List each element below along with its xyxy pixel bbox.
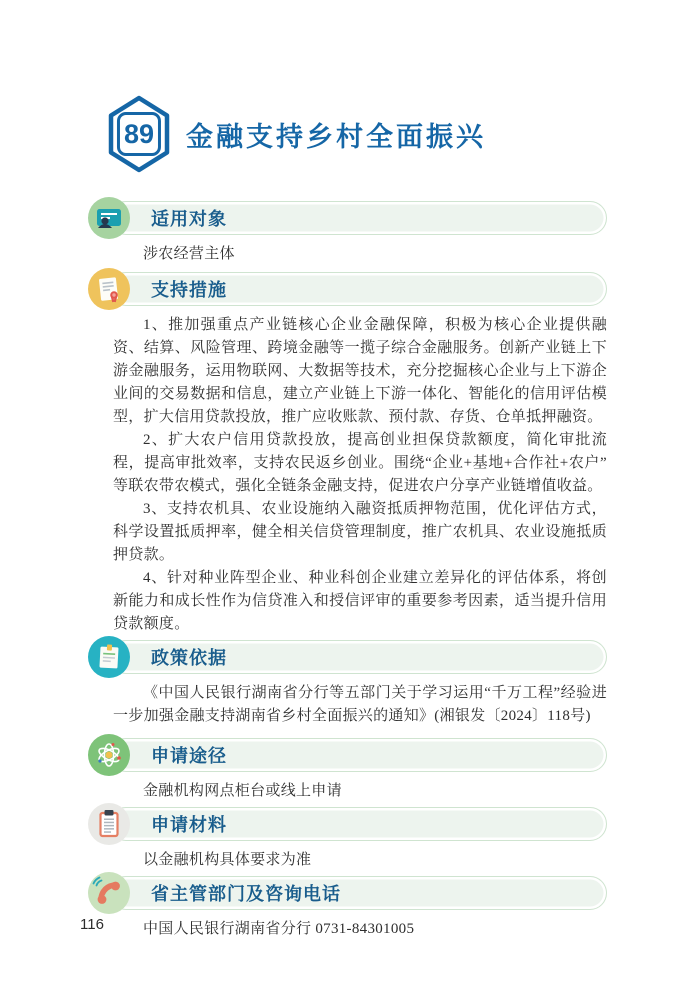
page-title: 金融支持乡村全面振兴 (186, 121, 486, 152)
section-policy-basis (88, 636, 607, 728)
measure-paragraph-4: 4、针对种业阵型企业、种业科创企业建立差异化的评估体系，将创新能力和成长性作为信贷准入和授信评审的重要参考因素，适当提升信用贷款额度。 (113, 570, 607, 632)
certificate-icon (88, 268, 130, 310)
section-title: 政策依据 (151, 648, 227, 668)
section-header (88, 268, 607, 310)
section-title-bar (109, 807, 607, 841)
section-text: 涉农经营主体 (143, 246, 235, 262)
measure-paragraph-2: 2、扩大农户信用贷款投放，提高创业担保贷款额度，简化审批流程，提高审批效率，支持农民返乡创业。围绕“企业+基地+合作社+农户”等联农带农模式，强化全链条金融支持，促进农户分享产业链增值收益。 (113, 432, 607, 494)
doc-header (106, 93, 607, 175)
section-body (113, 682, 607, 728)
item-number-badge (106, 95, 172, 173)
document-icon (88, 636, 130, 678)
id-card-icon (88, 197, 130, 239)
section-title-bar (109, 876, 607, 910)
section-department-phone (88, 872, 607, 941)
section-support-measures (88, 268, 607, 636)
section-header (88, 872, 607, 914)
section-title-bar (109, 738, 607, 772)
section-title-bar (109, 201, 607, 235)
section-title-bar (109, 272, 607, 306)
section-body (113, 243, 607, 266)
page-number: 116 (80, 916, 104, 933)
section-title: 申请材料 (151, 815, 227, 835)
section-header (88, 803, 607, 845)
section-header (88, 636, 607, 678)
section-text: 金融机构网点柜台或线上申请 (143, 783, 342, 799)
measure-paragraph-3: 3、支持农机具、农业设施纳入融资抵质押物范围，优化评估方式，科学设置抵质押率，健全相关信贷管理制度，推广农机具、农业设施抵质押贷款。 (113, 501, 607, 563)
clipboard-icon (88, 803, 130, 845)
section-body (113, 314, 607, 636)
section-header (88, 734, 607, 776)
section-header (88, 197, 607, 239)
measure-paragraph-1: 1、推加强重点产业链核心企业金融保障，积极为核心企业提供融资、结算、风险管理、跨境金融等一揽子综合金融服务。创新产业链上下游金融服务，运用物联网、大数据等技术，充分挖掘核心企业与上下游企业间的交易数据和信息，建立产业链上下游一体化、智能化的信用评估模型，扩大信用贷款投放，推广应收账款、预付款、存货、仓单抵押融资。 (113, 317, 607, 425)
section-title: 适用对象 (151, 209, 227, 229)
section-title: 省主管部门及咨询电话 (151, 884, 341, 904)
section-applicable-targets (88, 197, 607, 266)
policy-reference: 《中国人民银行湖南省分行等五部门关于学习运用“千万工程”经验进一步加强金融支持湖南省乡村全面振兴的通知》(湘银发〔2024〕118号) (113, 685, 607, 724)
section-body (113, 918, 607, 941)
section-application-channel (88, 734, 607, 803)
section-text: 以金融机构具体要求为准 (143, 852, 312, 868)
section-title: 支持措施 (151, 280, 227, 300)
section-application-materials (88, 803, 607, 872)
section-title-bar (109, 640, 607, 674)
department-phone-text: 中国人民银行湖南省分行 0731-84301005 (143, 921, 415, 937)
section-body (113, 849, 607, 872)
section-body (113, 780, 607, 803)
section-title: 申请途径 (151, 746, 227, 766)
badge-number: 89 (117, 112, 161, 156)
atom-icon (88, 734, 130, 776)
phone-icon (88, 872, 130, 914)
